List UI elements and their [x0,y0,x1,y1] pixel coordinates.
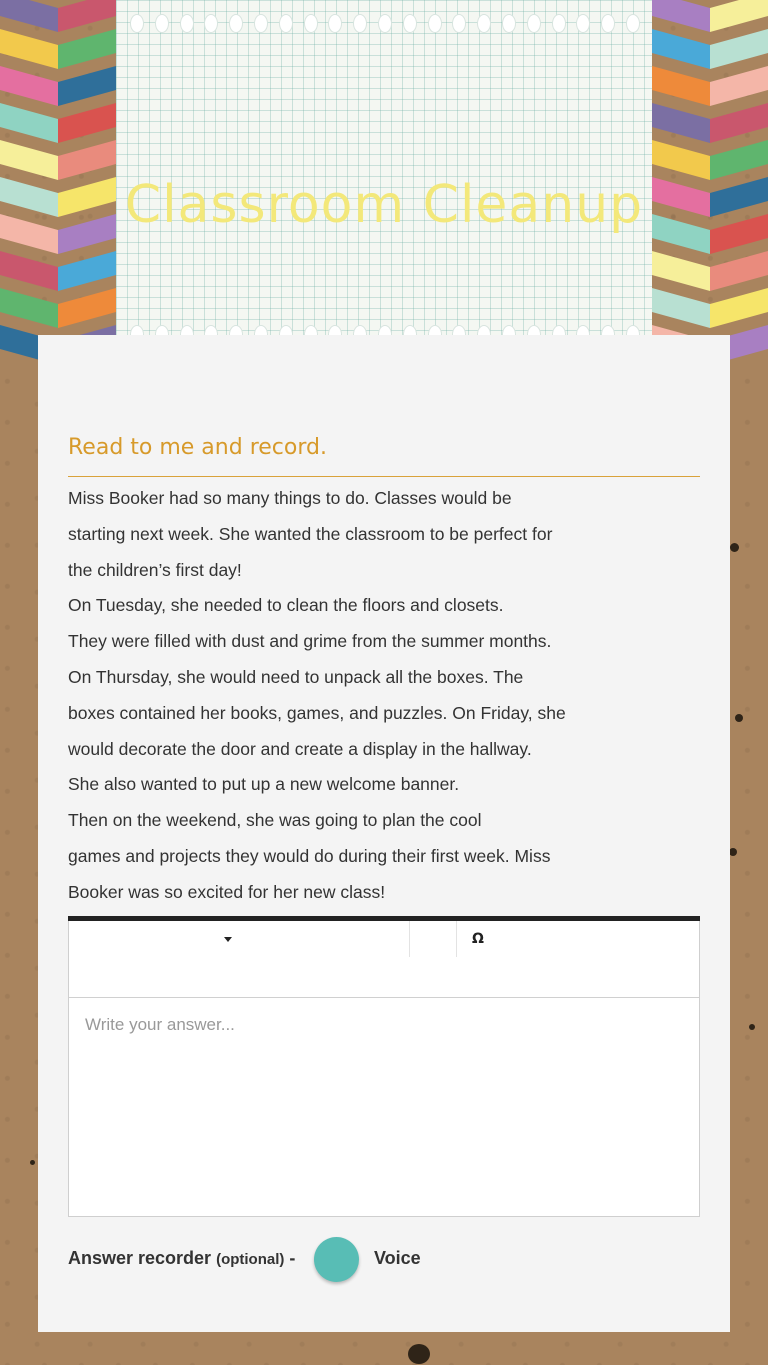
chevron-strip-right [652,0,768,360]
chevron-stripe [652,177,710,217]
notebook-hole [452,14,466,33]
chevron-strip-left [0,0,116,360]
passage-line: On Thursday, she would need to unpack all the boxes. The [68,666,524,687]
chevron-stripe [58,251,116,291]
notebook-hole [328,14,342,33]
ink-speck [729,848,737,856]
passage-line: Then on the weekend, she was going to plan the cool [68,810,482,831]
passage-line: games and projects they would do during their first week. Miss [68,845,551,866]
passage-line: They were filled with dust and grime from the summer months. [68,631,552,652]
ink-speck [749,1024,755,1030]
chevron-stripe [58,214,116,254]
chevron-stripe [710,177,768,217]
ink-speck [730,543,739,552]
chevron-stripe [0,177,58,217]
chevron-stripe [652,288,710,328]
section-title: Read to me and record. [68,435,327,460]
section-divider [68,476,700,477]
chevron-stripe [0,29,58,69]
record-button[interactable] [314,1237,359,1282]
ink-speck [735,714,743,722]
passage-line: the children’s first day! [68,559,242,580]
ink-speck [30,1160,35,1165]
chevron-stripe [58,103,116,143]
notebook-hole [254,14,268,33]
notebook-hole [378,14,392,33]
chevron-stripe [710,0,768,32]
notebook-hole [180,14,194,33]
recorder-dash: - [289,1248,296,1268]
chevron-stripe [652,66,710,106]
passage-line: On Tuesday, she needed to clean the floors and closets. [68,595,504,616]
chevron-stripe [652,214,710,254]
special-characters-button[interactable]: Ω [472,931,484,947]
notebook-hole [204,14,218,33]
notebook-hole [428,14,442,33]
chevron-stripe [710,66,768,106]
toolbar-button[interactable] [410,921,457,957]
recorder-label [68,1248,295,1269]
chevron-stripe [652,103,710,143]
editor-toolbar [69,921,699,998]
notebook-hole [502,14,516,33]
notebook-hole [477,14,491,33]
chevron-stripe [58,288,116,328]
chevron-stripe [710,214,768,254]
chevron-stripe [0,251,58,291]
passage-line: She also wanted to put up a new welcome banner. [68,774,460,795]
notebook-hole [626,14,640,33]
chevron-stripe [58,29,116,69]
ink-speck [408,1344,430,1364]
chevron-stripe [0,214,58,254]
chevron-stripe [710,103,768,143]
notebook-hole [130,14,144,33]
notebook-hole [229,14,243,33]
chevron-stripe [0,103,58,143]
page-title: Classroom Cleanup [124,174,644,235]
chevron-stripe [710,288,768,328]
chevron-stripe [58,66,116,106]
chevron-stripe [652,0,710,32]
passage-line: starting next week. She wanted the classroom to be perfect for [68,523,553,544]
chevron-stripe [710,251,768,291]
notebook-hole [304,14,318,33]
chevron-stripe [0,288,58,328]
notebook-hole [527,14,541,33]
passage-line: boxes contained her books, games, and puzzles. On Friday, she [68,702,566,723]
notebook-hole [403,14,417,33]
notebook-holes-top [130,14,640,32]
chevron-stripe [652,29,710,69]
chevron-stripe [58,0,116,32]
notebook-hole [552,14,566,33]
answer-input[interactable]: Write your answer... [85,1015,235,1034]
passage-line: Miss Booker had so many things to do. Classes would be [68,488,512,508]
passage-line: would decorate the door and create a display in the hallway. [68,738,532,759]
chevron-stripe [652,140,710,180]
notebook-hole [155,14,169,33]
format-dropdown[interactable] [69,921,410,957]
chevron-stripe [0,0,58,32]
recorder-title: Answer recorder [68,1248,212,1268]
activity-card [38,335,730,1332]
answer-recorder [68,1237,668,1281]
chevron-stripe [58,177,116,217]
chevron-stripe [652,251,710,291]
recorder-optional: (optional) [216,1251,285,1268]
reading-passage [68,481,668,911]
chevron-stripe [58,140,116,180]
notebook-hole [353,14,367,33]
chevron-stripe [0,140,58,180]
chevron-stripe [710,29,768,69]
notebook-hole [601,14,615,33]
passage-line: Booker was so excited for her new class! [68,881,386,902]
voice-label: Voice [374,1248,421,1268]
answer-editor [68,916,700,1217]
notebook-hole [576,14,590,33]
chevron-stripe [710,140,768,180]
notebook-hole [279,14,293,33]
chevron-down-icon [224,937,232,942]
chevron-stripe [0,66,58,106]
